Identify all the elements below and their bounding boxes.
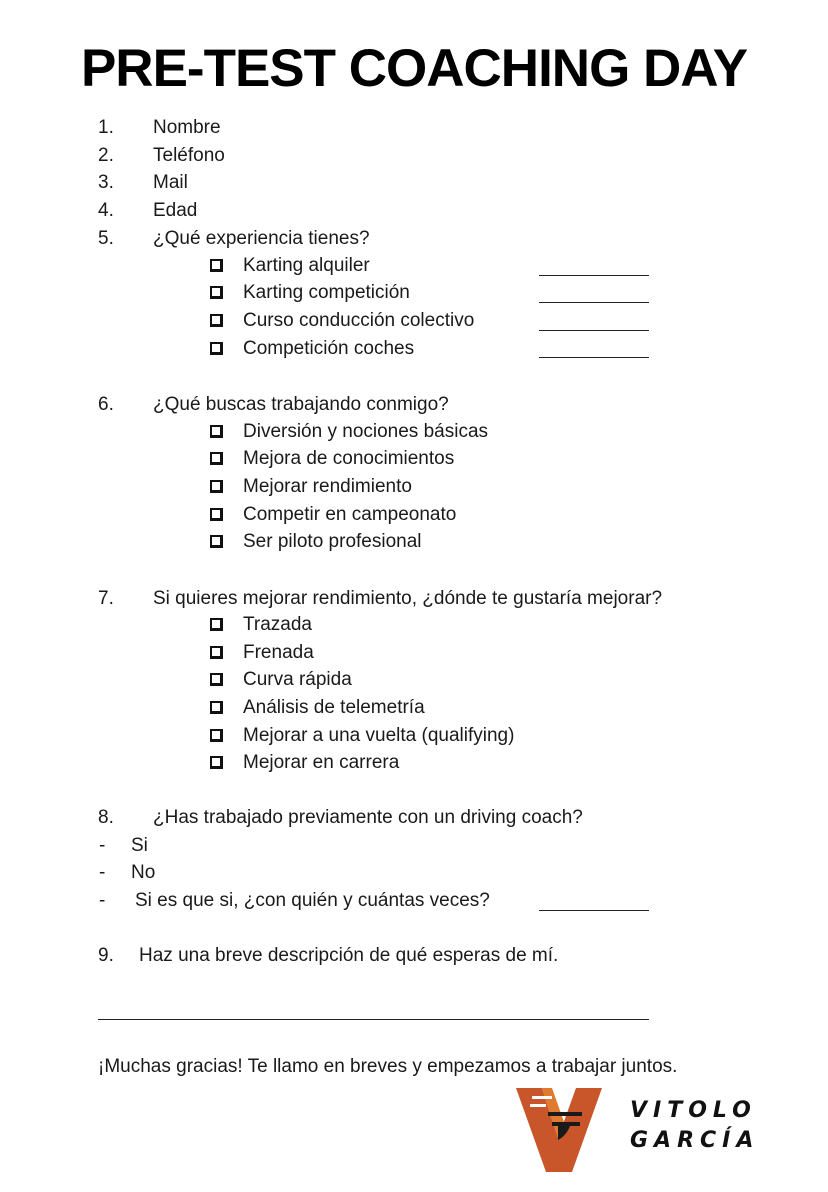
- checkbox[interactable]: [210, 286, 223, 299]
- q5-label: ¿Qué experiencia tienes?: [153, 228, 370, 249]
- checkbox[interactable]: [210, 673, 223, 686]
- q9-number: 9.: [98, 945, 114, 966]
- checkbox[interactable]: [210, 646, 223, 659]
- checkbox[interactable]: [210, 535, 223, 548]
- q6-option-label: Competir en campeonato: [243, 504, 457, 525]
- q8-number: 8.: [98, 807, 114, 828]
- q6-option-label: Mejora de conocimientos: [243, 448, 455, 469]
- brand-name-line2: GARCÍA: [630, 1128, 760, 1153]
- q5-number: 5.: [98, 228, 114, 249]
- page-title: PRE-TEST COACHING DAY: [80, 39, 748, 98]
- checkbox[interactable]: [210, 508, 223, 521]
- checkbox[interactable]: [210, 729, 223, 742]
- checkbox[interactable]: [210, 259, 223, 272]
- description-answer-line[interactable]: [98, 1019, 649, 1020]
- q5-option-label: Competición coches: [243, 338, 415, 359]
- q2-number: 2.: [98, 145, 114, 166]
- checkbox[interactable]: [210, 314, 223, 327]
- q7-number: 7.: [98, 588, 114, 609]
- q6-number: 6.: [98, 394, 114, 415]
- checkbox[interactable]: [210, 452, 223, 465]
- q8-label: ¿Has trabajado previamente con un driving coach?: [153, 807, 583, 828]
- logo-stripe: [530, 1104, 546, 1107]
- q4-label: Edad: [153, 200, 198, 221]
- checkbox[interactable]: [210, 756, 223, 769]
- checkbox[interactable]: [210, 701, 223, 714]
- checkbox[interactable]: [210, 618, 223, 631]
- q8-answer-label: No: [131, 862, 156, 883]
- brand-name-line1: VITOLO: [630, 1098, 757, 1123]
- q1-label: Nombre: [153, 117, 221, 138]
- dash-bullet: -: [99, 862, 106, 883]
- logo-stripe: [548, 1112, 582, 1116]
- q8-answer-label: Si es que si, ¿con quién y cuántas veces?: [135, 890, 490, 911]
- q6-label: ¿Qué buscas trabajando conmigo?: [153, 394, 449, 415]
- closing-message: ¡Muchas gracias! Te llamo en breves y empezamos a trabajar juntos.: [98, 1056, 678, 1077]
- q7-option-label: Frenada: [243, 642, 314, 663]
- q7-option-label: Mejorar en carrera: [243, 752, 400, 773]
- q3-number: 3.: [98, 172, 114, 193]
- answer-blank[interactable]: [539, 302, 649, 303]
- q6-option-label: Diversión y nociones básicas: [243, 421, 489, 442]
- q5-option-label: Curso conducción colectivo: [243, 310, 475, 331]
- q6-option-label: Ser piloto profesional: [243, 531, 422, 552]
- logo-stripe: [532, 1096, 552, 1099]
- logo-v-shape: [516, 1088, 602, 1172]
- q2-label: Teléfono: [153, 145, 225, 166]
- dash-bullet: -: [99, 890, 106, 911]
- checkbox[interactable]: [210, 480, 223, 493]
- answer-blank[interactable]: [539, 330, 649, 331]
- q8-answer-label: Si: [131, 835, 148, 856]
- q7-option-label: Trazada: [243, 614, 312, 635]
- q9-label: Haz una breve descripción de qué esperas de mí.: [139, 945, 559, 966]
- q5-option-label: Karting alquiler: [243, 255, 370, 276]
- q4-number: 4.: [98, 200, 114, 221]
- vitolo-garcia-logo-icon: [512, 1082, 607, 1177]
- checkbox[interactable]: [210, 425, 223, 438]
- answer-blank[interactable]: [539, 910, 649, 911]
- q7-label: Si quieres mejorar rendimiento, ¿dónde te gustaría mejorar?: [153, 588, 663, 609]
- q6-option-label: Mejorar rendimiento: [243, 476, 412, 497]
- checkbox[interactable]: [210, 342, 223, 355]
- q7-option-label: Análisis de telemetría: [243, 697, 425, 718]
- q3-label: Mail: [153, 172, 188, 193]
- q7-option-label: Mejorar a una vuelta (qualifying): [243, 725, 515, 746]
- answer-blank[interactable]: [539, 357, 649, 358]
- answer-blank[interactable]: [539, 275, 649, 276]
- q7-option-label: Curva rápida: [243, 669, 352, 690]
- q5-option-label: Karting competición: [243, 282, 410, 303]
- q1-number: 1.: [98, 117, 114, 138]
- dash-bullet: -: [99, 835, 106, 856]
